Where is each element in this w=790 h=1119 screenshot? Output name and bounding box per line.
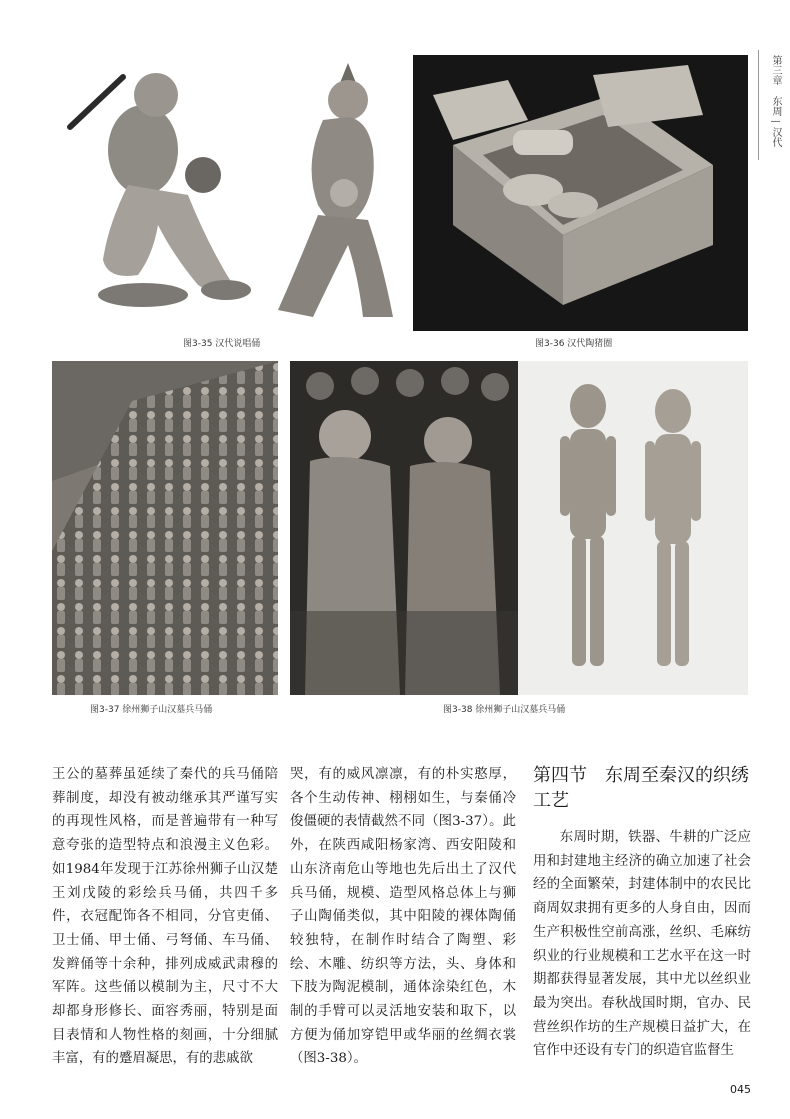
paragraph: 哭，有的威风凛凛，有的朴实憨厚，各个生动传神、栩栩如生，与秦俑冷俊僵硬的表情截然不同（图3-37）。此外，在陕西咸阳杨家湾、西安阳陵和山东济南危山等地也先后出土了汉代兵马俑，规模、造型风格总体上与狮子山陶俑类似，其中阳陵的裸体陶俑较独特，在制作时结合了陶塑、彩绘、木雕、纺织等方法，头、身体和下肢为陶泥模制，通体涂染红色，木制的手臂可以灵活地安装和取下，以方便为俑加穿铠甲或华丽的丝绸衣裳（图3-38）。: [290, 767, 516, 1067]
figure-caption: 图3-38 徐州狮子山汉墓兵马俑: [443, 705, 566, 715]
text-column-middle: [290, 763, 516, 1071]
paragraph: 王公的墓葬虽延续了秦代的兵马俑陪葬制度，却没有被动继承其严谨写实的再现性风格，而是普遍带有一种写意夸张的造型特点和浪漫主义色彩。如1984年发现于江苏徐州狮子山汉楚王刘戊陵的彩绘兵马俑，共四千多件，衣冠配饰各不相同，分官吏俑、卫士俑、甲士俑、弓弩俑、车马俑、发辫俑等十余种，排列成威武肃穆的军阵。这些俑以模制为主，尺寸不大却都身形修长、面容秀丽，特别是面目表情和人物性格的刻画，十分细腻丰富，有的蹙眉凝思，有的悲戚欲: [52, 767, 278, 1067]
figure-caption: 图3-35 汉代说唱俑: [183, 339, 261, 349]
figure-caption: 图3-37 徐州狮子山汉墓兵马俑: [90, 705, 213, 715]
figure-storyteller-photo: [48, 55, 393, 331]
section-title: 第四节 东周至秦汉的织绣工艺: [533, 765, 749, 811]
figure-soldiers-photo: [290, 361, 518, 695]
page-number: 045: [730, 1083, 751, 1096]
figure-army-photo: [52, 361, 278, 695]
figure-caption: 图3-36 汉代陶猪圈: [535, 339, 613, 349]
figure-pigpen-photo: [413, 55, 748, 331]
running-header: 第三章 东周—汉代: [770, 55, 781, 147]
header-rule: [758, 50, 759, 160]
figure-nude-figurines-photo: [518, 361, 748, 695]
text-column-left: [52, 763, 278, 1071]
text-column-right: [533, 826, 751, 1063]
paragraph: 东周时期，铁器、牛耕的广泛应用和封建地主经济的确立加速了社会经的全面繁荣，封建体制中的农民比商周奴隶拥有更多的人身自由，因而生产积极性空前高涨，丝织、毛麻纺织业的行业规模和工艺水平在这一时期都获得显著发展，其中尤以丝织业最为突出。春秋战国时期，官办、民营丝织作坊的生产规模日益扩大，在官作中还设有专门的织造官监督生: [533, 830, 751, 1059]
